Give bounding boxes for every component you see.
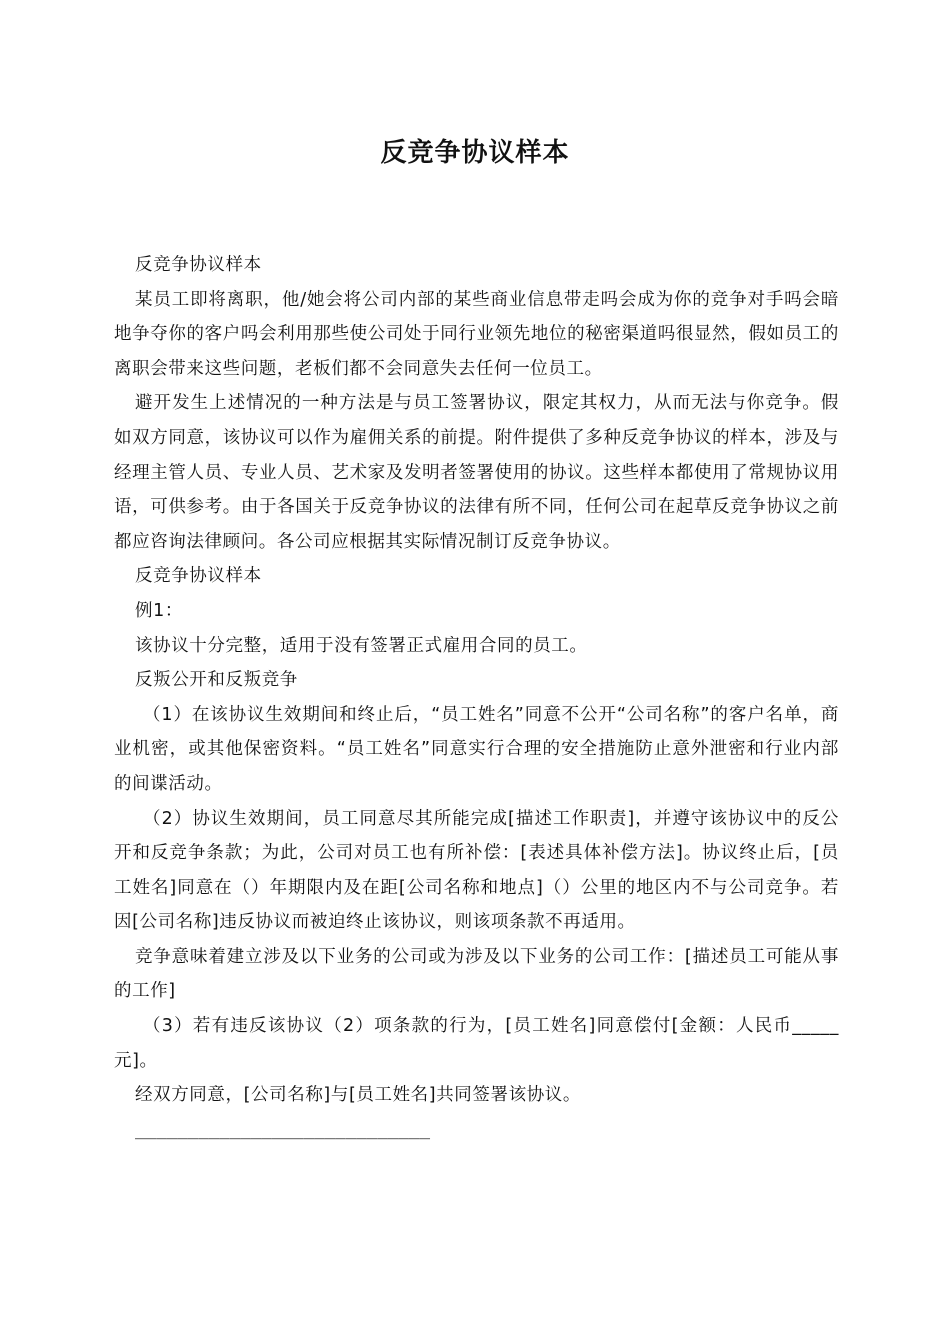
clause-heading: 反叛公开和反叛竞争	[135, 670, 298, 691]
signature-line: ____________________________	[135, 1119, 431, 1140]
clause-2: （2）协议生效期间，员工同意尽其所能完成[描述工作职责]，并遵守该协议中的反公开和反竞争条款；为此，公司对员工也有所补偿：[表述具体补偿方法]。协议终止后，[员工姓名]同意在（）年期限内及在距[公司名称和地点]（）公里的地区内不与公司竞争。若因[公司名称]违反协议而被迫终止该协议，则该项条款不再适用。	[114, 808, 839, 933]
clause-3: （3）若有违反该协议（2）项条款的行为，[员工姓名]同意偿付[金额：人民币_____元]。	[114, 1016, 839, 1071]
example-description: 该协议十分完整，适用于没有签署正式雇用合同的员工。	[135, 635, 588, 656]
clause-1: （1）在该协议生效期间和终止后，“员工姓名”同意不公开“公司名称”的客户名单，商业机密，或其他保密资料。“员工姓名”同意实行合理的安全措施防止意外泄密和行业内部的间谍活动。	[114, 704, 839, 794]
sample-heading: 反竞争协议样本	[135, 566, 262, 587]
competition-definition: 竞争意味着建立涉及以下业务的公司或为涉及以下业务的公司工作：[描述员工可能从事的工作]	[114, 946, 839, 1002]
document-body	[114, 248, 839, 1147]
example-label: 例1：	[135, 600, 183, 621]
signing-statement: 经双方同意，[公司名称]与[员工姓名]共同签署该协议。	[135, 1085, 582, 1106]
section-heading: 反竞争协议样本	[135, 255, 262, 275]
method-paragraph: 避开发生上述情况的一种方法是与员工签署协议，限定其权力，从而无法与你竞争。假如双方同意，该协议可以作为雇佣关系的前提。附件提供了多种反竞争协议的样本，涉及与经理主管人员、专业人员、艺术家及发明者签署使用的协议。这些样本都使用了常规协议用语，可供参考。由于各国关于反竞争协议的法律有所不同，任何公司在起草反竞争协议之前都应咨询法律顾问。各公司应根据其实际情况制订反竞争协议。	[114, 393, 839, 552]
intro-paragraph: 某员工即将离职，他/她会将公司内部的某些商业信息带走吗会成为你的竞争对手吗会暗地争夺你的客户吗会利用那些使公司处于同行业领先地位的秘密渠道吗很显然，假如员工的离职会带来这些问题，老板们都不会同意失去任何一位员工。	[114, 289, 839, 379]
document-title: 反竞争协议样本	[380, 138, 570, 168]
